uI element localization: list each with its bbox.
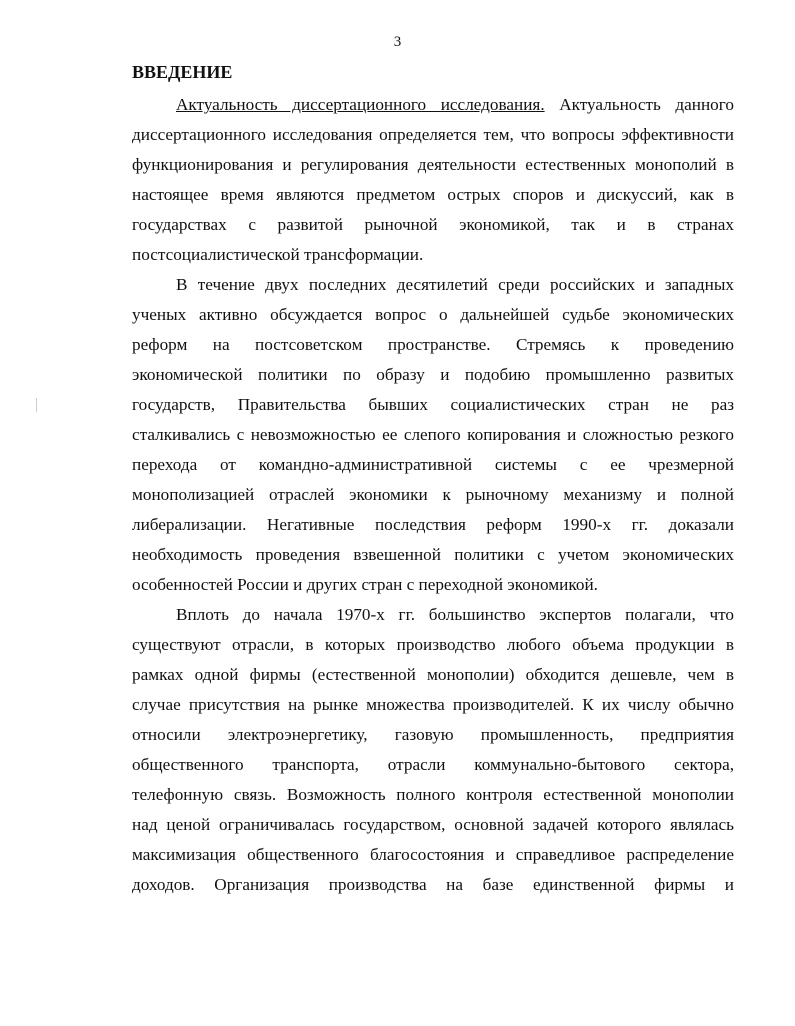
paragraph-line: доходов. Организация производства на базе единственной фирмы и (132, 875, 734, 894)
paragraph-line: общественного транспорта, отрасли коммунально-бытового сектора, (132, 755, 734, 774)
paragraph-line: ученых активно обсуждается вопрос о дальнейшей судьбе экономических (132, 305, 734, 324)
paragraph-relevance (132, 90, 734, 270)
paragraph-line: настоящее время являются предметом острых споров и дискуссий, как в (132, 185, 734, 204)
paragraph-monopolies (132, 600, 734, 900)
paragraph-reforms (132, 270, 734, 600)
paragraph-line: телефонную связь. Возможность полного контроля естественной монополии (132, 785, 734, 804)
paragraph-line: сталкивались с невозможностью ее слепого копирования и сложностью резкого (132, 425, 734, 444)
paragraph-line: необходимость проведения взвешенной политики с учетом экономических (132, 545, 734, 564)
paragraph-line: постсоциалистической трансформации. (132, 245, 424, 264)
paragraph-line: реформ на постсоветском пространстве. Стремясь к проведению (132, 335, 734, 354)
paragraph-line: рамках одной фирмы (естественной монополии) обходится дешевле, чем в (132, 665, 734, 684)
paragraph-line: Актуальность диссертационного исследования. Актуальность данного (176, 95, 734, 114)
paragraph-line: перехода от командно-административной системы с ее чрезмерной (132, 455, 734, 474)
paragraph-line: либерализации. Негативные последствия реформ 1990-х гг. доказали (132, 515, 734, 534)
relevance-lead: Актуальность диссертационного исследования. (176, 95, 545, 114)
paragraph-line: максимизация общественного благосостояния и справедливое распределение (132, 845, 734, 864)
paragraph-line: государств, Правительства бывших социалистических стран не раз (132, 395, 734, 414)
paragraph-line: экономической политики по образу и подобию промышленно развитых (132, 365, 734, 384)
paragraph-line: особенностей России и других стран с переходной экономикой. (132, 575, 598, 594)
page-number: 3 (393, 34, 402, 50)
paragraph-line: относили электроэнергетику, газовую промышленность, предприятия (132, 725, 734, 744)
paragraph-line: существуют отрасли, в которых производство любого объема продукции в (132, 635, 734, 654)
paragraph-line: В течение двух последних десятилетий среди российских и западных (176, 275, 734, 294)
section-heading: ВВЕДЕНИЕ (132, 62, 233, 82)
paragraph-line: государствах с развитой рыночной экономикой, так и в странах (132, 215, 734, 234)
paragraph-line: случае присутствия на рынке множества производителей. К их числу обычно (132, 695, 734, 714)
paragraph-line: над ценой ограничивалась государством, основной задачей которого являлась (132, 815, 734, 834)
paragraph-line: диссертационного исследования определяется тем, что вопросы эффективности (132, 125, 734, 144)
paragraph-line: Вплоть до начала 1970-х гг. большинство экспертов полагали, что (176, 605, 734, 624)
margin-mark (36, 398, 37, 412)
paragraph-line: функционирования и регулирования деятельности естественных монополий в (132, 155, 734, 174)
document-body (132, 60, 734, 900)
paragraph-line: монополизацией отраслей экономики к рыночному механизму и полной (132, 485, 734, 504)
